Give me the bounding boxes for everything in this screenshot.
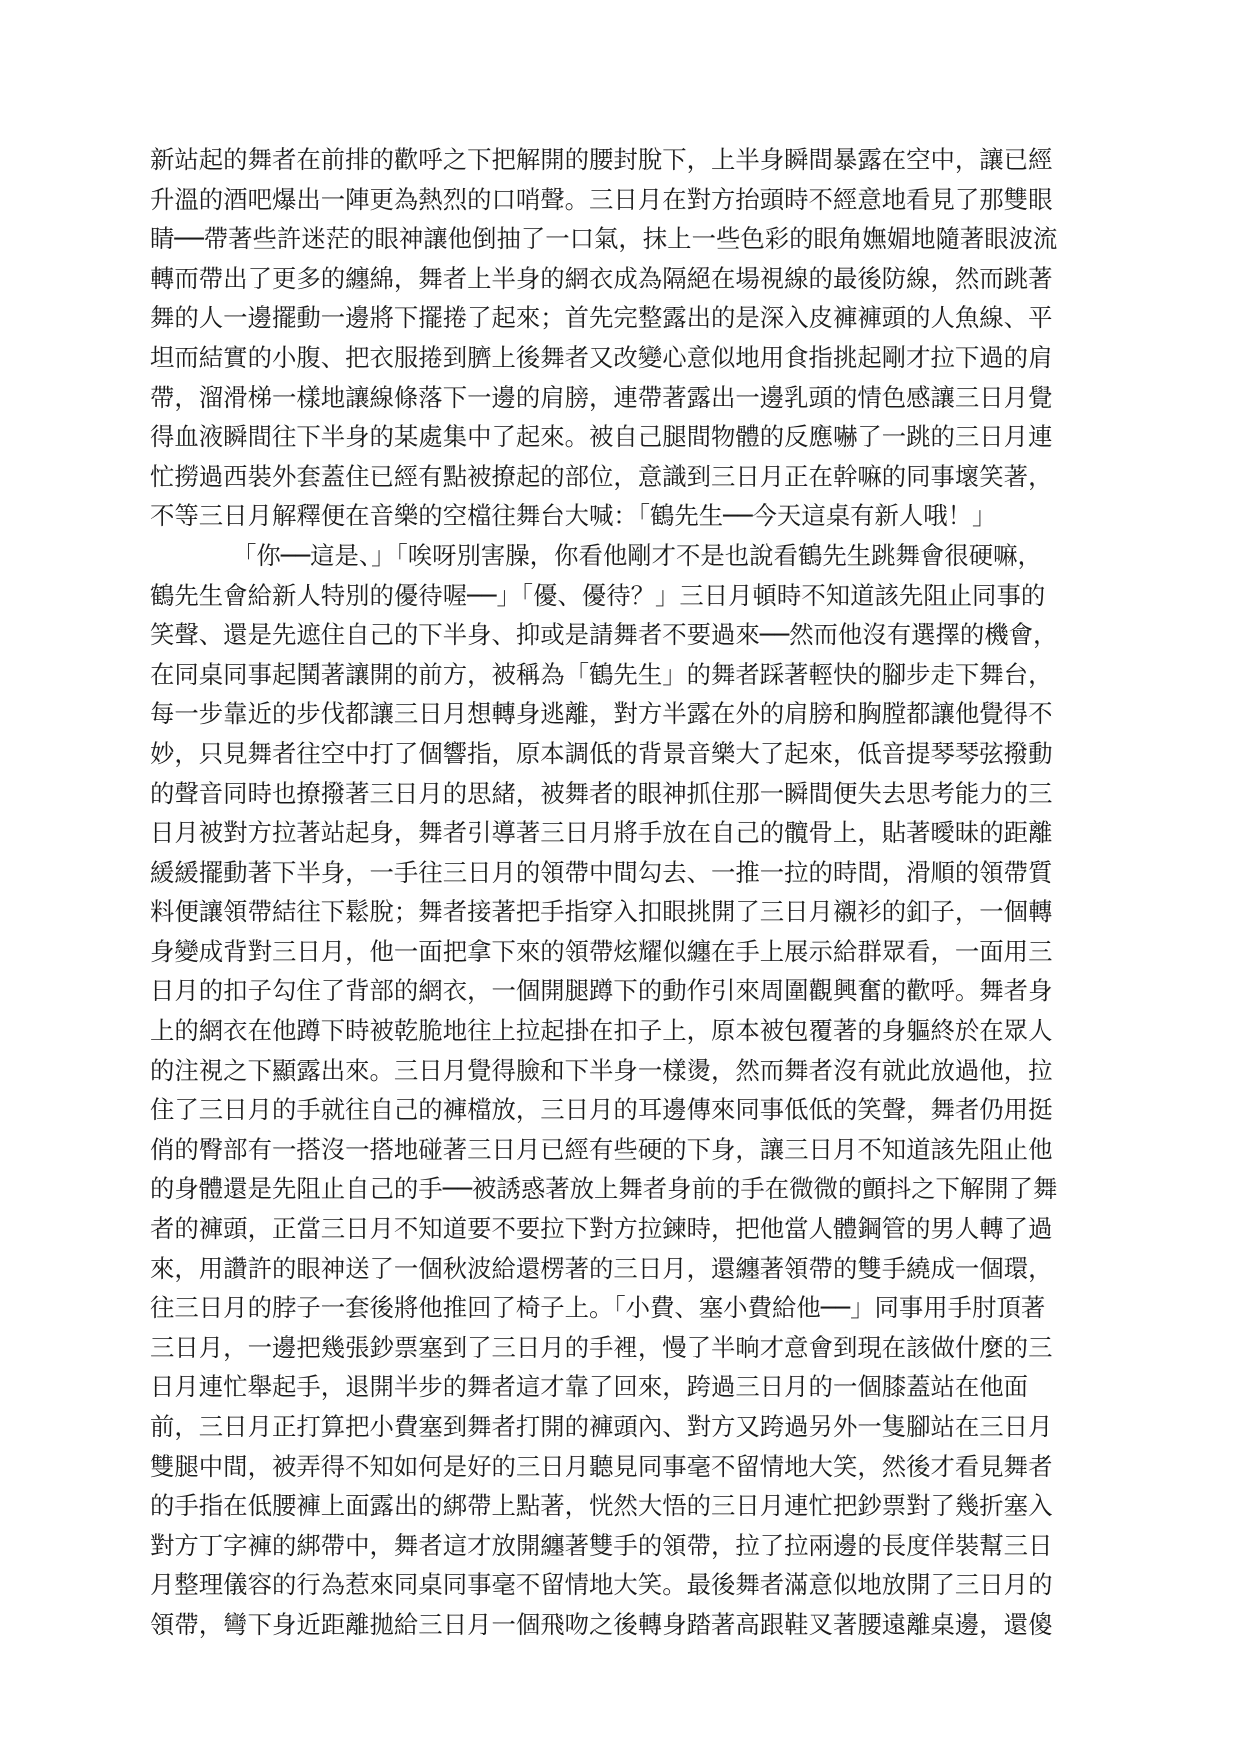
text-line: 不等三日月解釋便在音樂的空檔往舞台大喊：「鶴先生──今天這桌有新人哦！」 xyxy=(150,501,997,531)
text-line: 得血液瞬間往下半身的某處集中了起來。被自己腿間物體的反應嚇了一跳的三日月連 xyxy=(150,422,1053,452)
text-line: 日月連忙舉起手，退開半步的舞者這才靠了回來，跨過三日月的一個膝蓋站在他面 xyxy=(150,1372,1029,1402)
text-line-indented: 「你──這是、」「唉呀別害臊，你看他剛才不是也說看鶴先生跳舞會很硬嘛， xyxy=(232,540,1042,570)
text-line: 忙撈過西裝外套蓋住已經有點被撩起的部位，意識到三日月正在幹嘛的同事壞笑著， xyxy=(150,461,1053,491)
text-line: 日月的扣子勾住了背部的網衣，一個開腿蹲下的動作引來周圍觀興奮的歡呼。舞者身 xyxy=(150,976,1053,1006)
text-line: 舞的人一邊擺動一邊將下擺捲了起來；首先完整露出的是深入皮褲褲頭的人魚線、平 xyxy=(150,303,1053,333)
text-line: 前，三日月正打算把小費塞到舞者打開的褲頭內、對方又跨過另外一隻腳站在三日月 xyxy=(150,1412,1053,1441)
text-line: 的手指在低腰褲上面露出的綁帶上點著，恍然大悟的三日月連忙把鈔票對了幾折塞入 xyxy=(150,1491,1053,1521)
text-line: 轉而帶出了更多的纏綿，舞者上半身的網衣成為隔絕在場視線的最後防線，然而跳著 xyxy=(150,263,1053,293)
text-line: 上的網衣在他蹲下時被乾脆地往上拉起掛在扣子上，原本被包覆著的身軀終於在眾人 xyxy=(150,1016,1053,1046)
text-line: 身變成背對三日月，他一面把拿下來的領帶炫耀似纏在手上展示給群眾看，一面用三 xyxy=(150,936,1053,966)
text-line: 的聲音同時也撩撥著三日月的思緒，被舞者的眼神抓住那一瞬間便失去思考能力的三 xyxy=(150,778,1053,808)
text-line: 三日月，一邊把幾張鈔票塞到了三日月的手裡，慢了半晌才意會到現在該做什麼的三 xyxy=(150,1332,1053,1362)
text-line: 每一步靠近的步伐都讓三日月想轉身逃離，對方半露在外的肩膀和胸膛都讓他覺得不 xyxy=(150,699,1053,729)
text-line: 俏的臀部有一搭沒一搭地碰著三日月已經有些硬的下身，讓三日月不知道該先阻止他 xyxy=(150,1134,1053,1164)
text-line: 睛──帶著些許迷茫的眼神讓他倒抽了一口氣，抹上一些色彩的眼角嫵媚地隨著眼波流 xyxy=(150,224,1058,254)
text-line: 帶，溜滑梯一樣地讓線條落下一邊的肩膀，連帶著露出一邊乳頭的情色感讓三日月覺 xyxy=(150,382,1053,412)
text-line: 升溫的酒吧爆出一陣更為熱烈的口哨聲。三日月在對方抬頭時不經意地看見了那雙眼 xyxy=(150,184,1053,214)
text-line: 緩緩擺動著下半身，一手往三日月的領帶中間勾去、一推一拉的時間，滑順的領帶質 xyxy=(150,857,1053,887)
text-line: 料便讓領帶結往下鬆脫；舞者接著把手指穿入扣眼挑開了三日月襯衫的釦子，一個轉 xyxy=(150,897,1053,927)
text-line: 坦而結實的小腹、把衣服捲到臍上後舞者又改變心意似地用食指挑起剛才拉下過的肩 xyxy=(150,342,1053,372)
text-line: 笑聲、還是先遮住自己的下半身、抑或是請舞者不要過來──然而他沒有選擇的機會， xyxy=(150,620,1058,650)
text-line: 妙，只見舞者往空中打了個響指，原本調低的背景音樂大了起來，低音提琴琴弦撥動 xyxy=(150,738,1053,768)
text-line: 的身體還是先阻止自己的手──被誘惑著放上舞者身前的手在微微的顫抖之下解開了舞 xyxy=(150,1174,1058,1204)
text-line: 住了三日月的手就往自己的褲檔放，三日月的耳邊傳來同事低低的笑聲，舞者仍用挺 xyxy=(150,1095,1053,1125)
text-line: 往三日月的脖子一套後將他推回了椅子上。「小費、塞小費給他──」同事用手肘頂著 xyxy=(150,1293,1046,1323)
text-line: 日月被對方拉著站起身，舞者引導著三日月將手放在自己的髖骨上，貼著曖昧的距離 xyxy=(150,818,1053,848)
text-line: 領帶，彎下身近距離拋給三日月一個飛吻之後轉身踏著高跟鞋叉著腰遠離桌邊，還傻 xyxy=(150,1609,1053,1639)
text-line: 的注視之下顯露出來。三日月覺得臉和下半身一樣燙，然而舞者沒有就此放過他，拉 xyxy=(150,1055,1053,1085)
text-line: 鶴先生會給新人特別的優待喔──」「優、優待？」三日月頓時不知道該先阻止同事的 xyxy=(150,580,1046,610)
text-line: 雙腿中間，被弄得不知如何是好的三日月聽見同事毫不留情地大笑，然後才看見舞者 xyxy=(150,1451,1053,1481)
text-line: 在同桌同事起鬨著讓開的前方，被稱為「鶴先生」的舞者踩著輕快的腳步走下舞台， xyxy=(150,659,1053,689)
text-line: 對方丁字褲的綁帶中，舞者這才放開纏著雙手的領帶，拉了拉兩邊的長度佯裝幫三日 xyxy=(150,1530,1053,1560)
text-line: 新站起的舞者在前排的歡呼之下把解開的腰封脫下，上半身瞬間暴露在空中，讓已經 xyxy=(150,145,1053,174)
text-line: 月整理儀容的行為惹來同桌同事毫不留情地大笑。最後舞者滿意似地放開了三日月的 xyxy=(150,1570,1053,1600)
body-text xyxy=(150,140,1090,1645)
text-line: 者的褲頭，正當三日月不知道要不要拉下對方拉鍊時，把他當人體鋼管的男人轉了過 xyxy=(150,1214,1053,1244)
text-line: 來，用讚許的眼神送了一個秋波給還楞著的三日月，還纏著領帶的雙手繞成一個環， xyxy=(150,1253,1053,1283)
